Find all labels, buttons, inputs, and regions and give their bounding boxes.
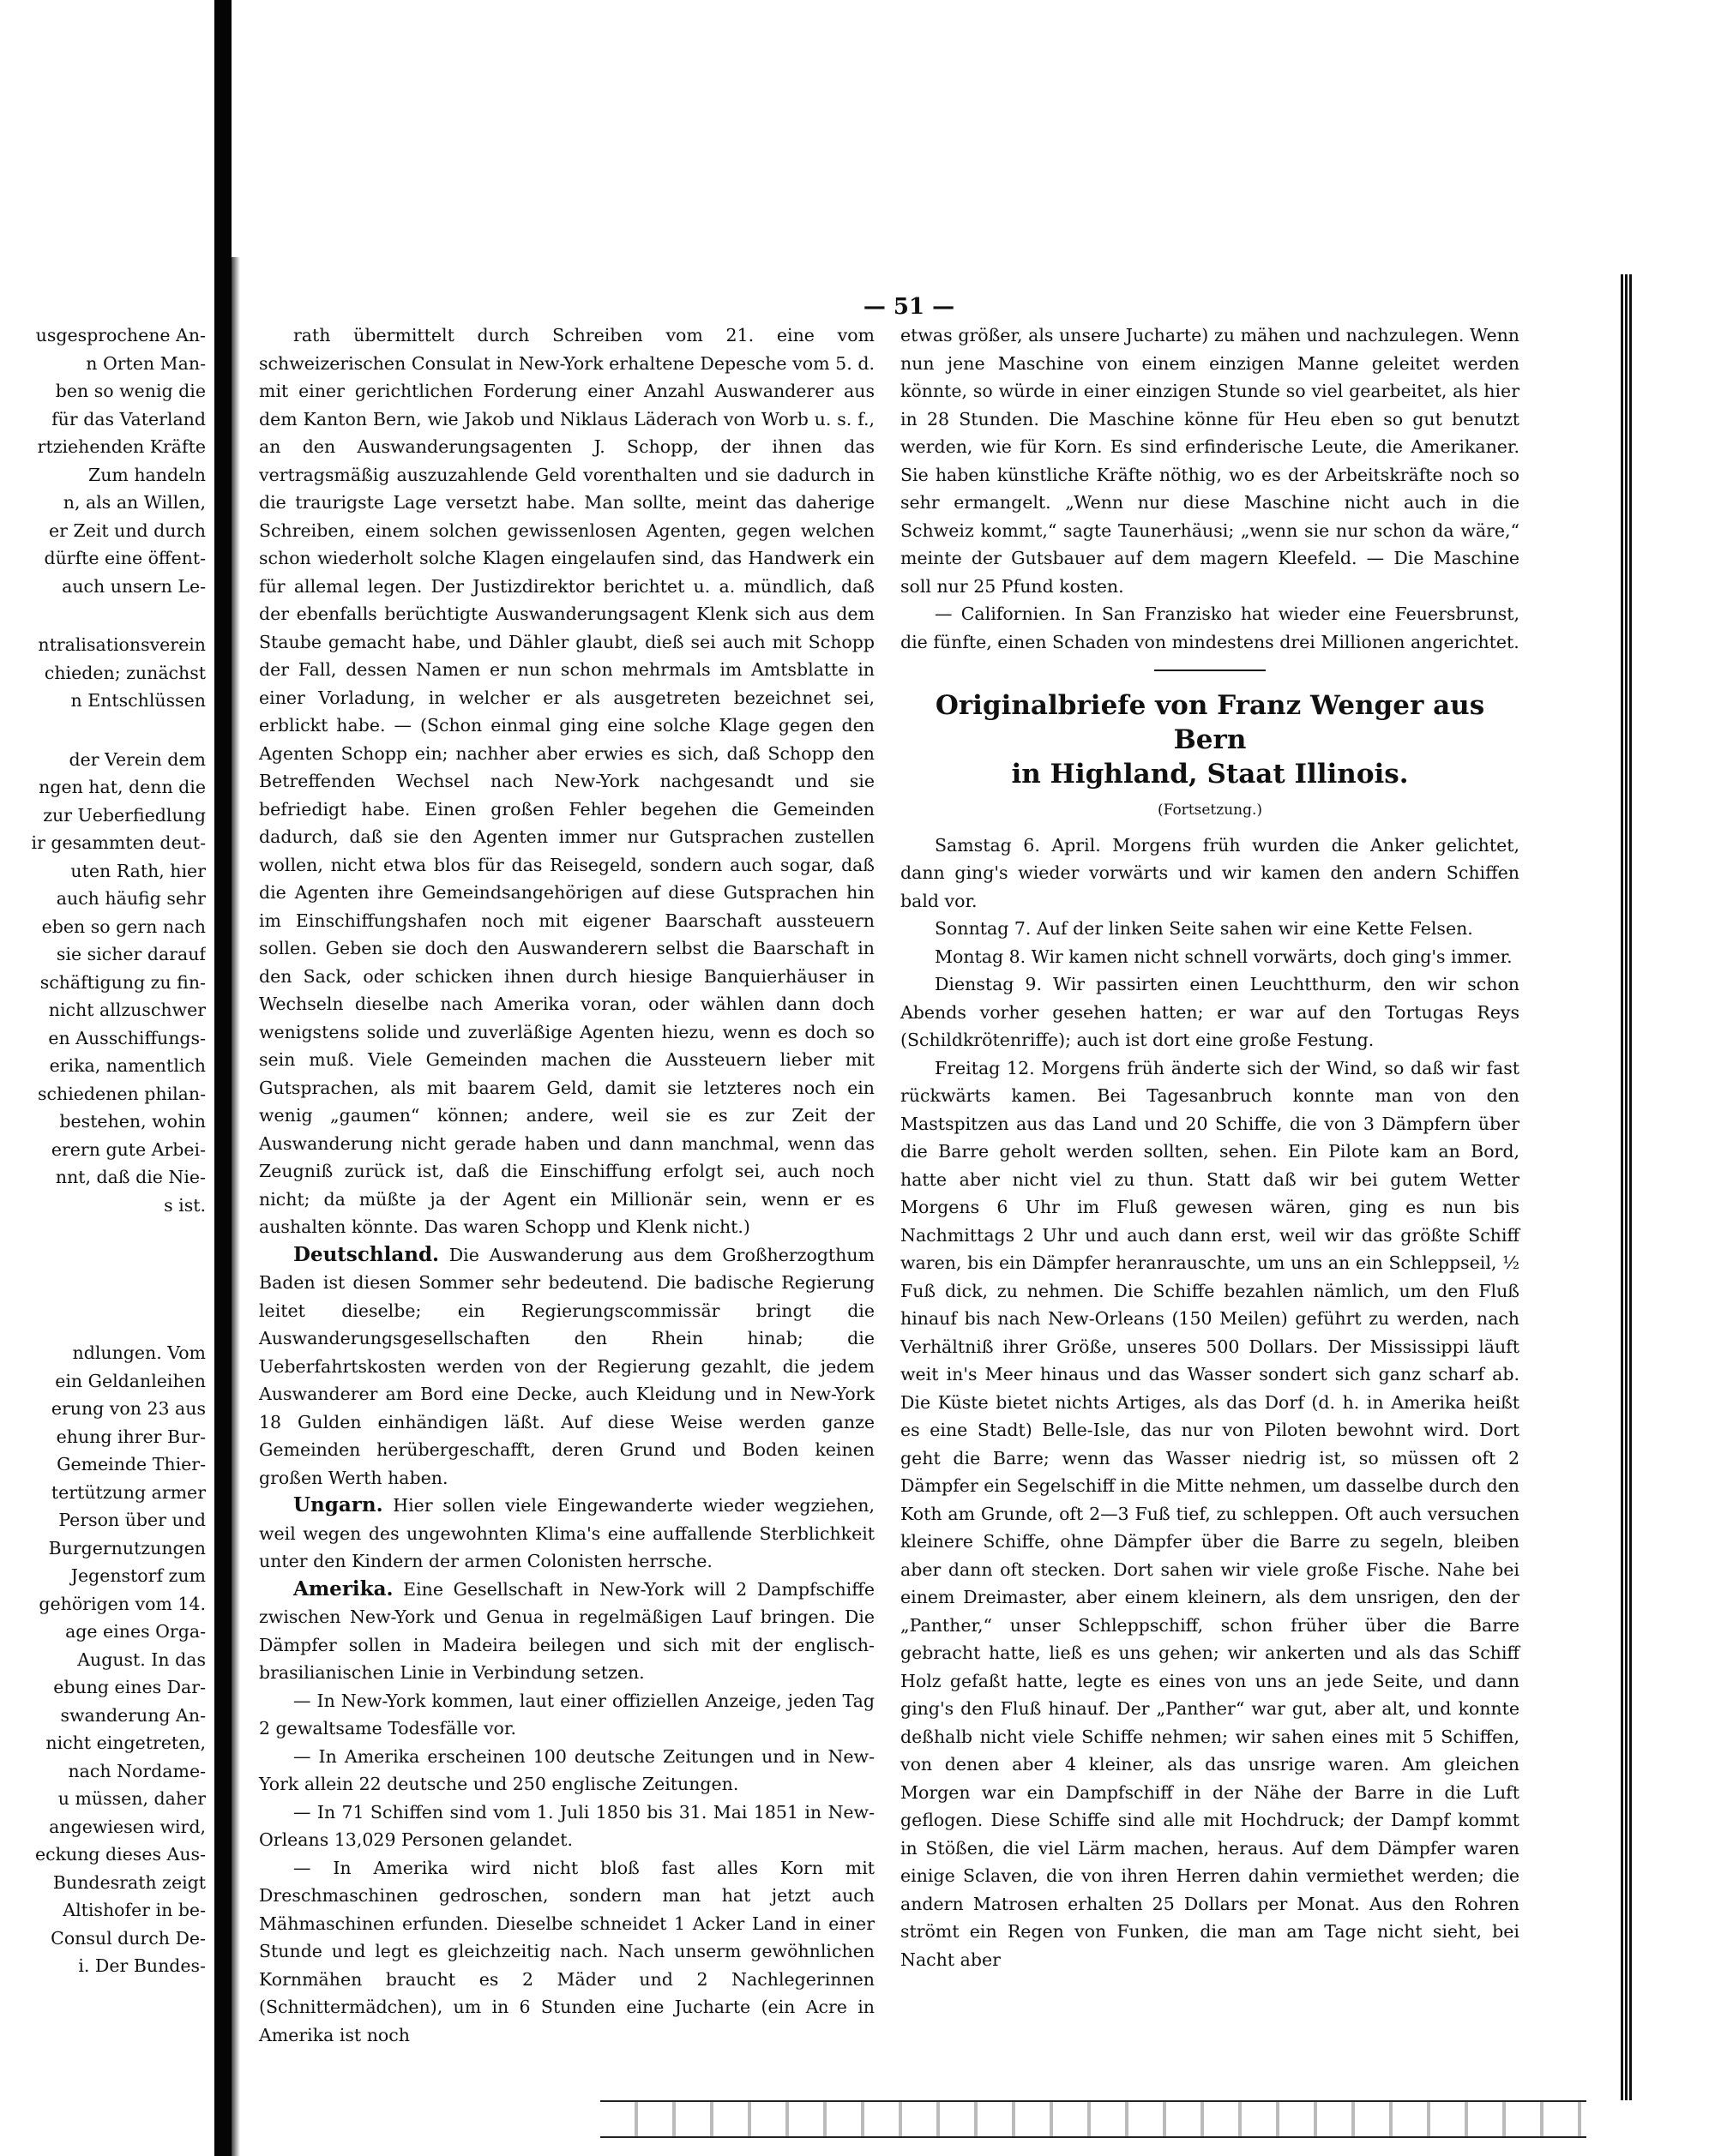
- text-hungary: Hier sollen viele Eingewanderte wieder wegziehen, weil wegen des ungewohnten Klima's eine auffallende Sterblichkeit unter den Kindern der armen Colonisten herrsche.: [259, 1495, 875, 1571]
- letters-title: [900, 688, 1519, 791]
- fragment-line: eben so gern nach: [41, 916, 206, 937]
- paragraph-gap: [0, 715, 206, 746]
- fragment-line: der Verein dem: [69, 748, 206, 770]
- fragment-line: nach Nordame-: [68, 1760, 206, 1781]
- fragment-line: age eines Orga-: [65, 1621, 206, 1642]
- fragment-line: n Entschlüssen: [70, 690, 206, 711]
- fragment-line: schäftigung zu fin-: [39, 971, 206, 993]
- fragment-line: gehörigen vom 14.: [39, 1593, 206, 1614]
- page-number: — 51 —: [863, 294, 955, 320]
- section-america: [259, 1576, 875, 1687]
- fragment-line: für das Vaterland: [51, 408, 206, 429]
- fragment-line: schiedenen philan-: [38, 1083, 206, 1104]
- fragment-line: sie sicher darauf: [56, 944, 206, 964]
- fragment-line: Bundesrath zeigt: [52, 1871, 206, 1893]
- fragment-line: ir gesammten deut-: [31, 832, 206, 853]
- paragraph-gap: [0, 600, 206, 631]
- fragment-line: dürfte eine öffent-: [44, 548, 206, 568]
- letters-title-line-2: in Highland, Staat Illinois.: [1011, 759, 1409, 790]
- fragment-line: erika, namentlich: [49, 1055, 206, 1076]
- right-column: [900, 321, 1519, 1973]
- scan-margin-strip: [600, 2100, 1586, 2138]
- fragment-line: er Zeit und durch: [49, 519, 206, 541]
- heading-america: Amerika.: [293, 1576, 394, 1600]
- diary-entry: Samstag 6. April. Morgens früh wurden die Anker gelichtet, dann ging's wieder vorwärts und wir kamen den andern Schiffen bald vor.: [900, 834, 1519, 911]
- news-item: — In New-York kommen, laut einer offiziellen Anzeige, jeden Tag 2 gewaltsame Todesfälle vor.: [259, 1690, 875, 1739]
- section-hungary: [259, 1492, 875, 1576]
- fragment-line: uten Rath, hier: [70, 860, 206, 881]
- fragment-line: August. In das: [77, 1649, 206, 1670]
- fragment-line: nicht eingetreten,: [45, 1733, 206, 1753]
- diary-entry: Freitag 12. Morgens früh änderte sich der Wind, so daß wir fast rückwärts kamen. Bei Tagesanbruch konnte man von den Mastspitzen aus das Land und 20 Schiffe, die von 3 Dämpfern über die Barre geholt werden sollten, sehen. Ein Pilote kam an Bord, hatte aber nicht viel zu thun. Statt daß wir bei gutem Wetter Morgens 6 Uhr im Fluß gewesen wären, ging es nun bis Nachmittags 2 Uhr und auch dann erst, weil wir das größte Schiff waren, bis ein Dämpfer heranrauschte, um uns an ein Schleppseil, ½ Fuß dick, zu nehmen. Die Schiffe bezahlen nämlich, um den Fluß hinauf bis nach New-Orleans (150 Meilen) geführt zu werden, nach Verhältniß ihrer Größe, unseres 500 Dollars. Der Mississippi läuft weit in's Meer hinaus und das Wasser sondert sich ganz scharf ab. Die Küste bietet nichts Artiges, als das Dorf (d. h. in Amerika heißt es eine Stadt) Belle-Isle, das nur von Piloten bewohnt wird. Dort geht die Barre; wenn das Wasser niedrig ist, so müssen oft 2 Dämpfer ein Segelschiff in die Mitte nehmen, um dasselbe durch den Koth am Grunde, oft 2—3 Fuß tief, zu schleppen. Oft auch versuchen kleinere Schiffe, ohne Dämpfer über die Barre zu segeln, bleiben aber dann oft stecken. Dort sahen wir viele große Fische. Nahe bei einem Dreimaster, aber einem kleinern, als dem unsrigen, den der „Panther,“ unser Schleppschiff, schon früher über die Barre gebracht hatte, ließ es uns gehen; wir ankerten und als das Schiff Holz gefaßt hatte, legte es eines von uns an jede Seite, und dann ging's den Fluß hinauf. Der „Panther“ war gut, aber alt, und konnte deßhalb nicht viele Schiffe nehmen; wir sahen eines mit 5 Schiffen, von denen aber 4 kleiner, als das unsrige waren. Am gleichen Morgen war ein Dampfschiff in der Nähe der Barre in die Luft geflogen. Diese Schiffe sind alle mit Hochdruck; der Dampf kommt in Stößen, die viel Lärm machen, heraus. Auf dem Dämpfer waren einige Sclaven, die von ihren Herren dahin vermiethet werden; die andern Matrosen erhalten 25 Dollars per Monat. Aus den Rohren strömt ein Regen von Funken, die man am Tage nicht sieht, bei Nacht aber: [900, 1057, 1519, 1970]
- diary-entry: Montag 8. Wir kamen nicht schnell vorwärts, doch ging's immer.: [935, 946, 1513, 967]
- fragment-line: u müssen, daher: [57, 1788, 206, 1809]
- letters-subtitle: (Fortsetzung.): [1157, 802, 1263, 819]
- paragraph-switzerland: rath übermittelt durch Schreiben vom 21. eine vom schweizerischen Consulat in New-York erhaltene Depesche vom 5. d. mit einer gerichtlichen Forderung einer Anzahl Auswanderer aus dem Kanton Bern, wie Jakob und Niklaus Läderach von Worb u. s. f., an den Auswanderungsagenten J. Schopp, der ihnen das vertragsmäßig auszuzahlende Geld vorenthalten und sie dadurch in die traurigste Lage versetzt habe. Man sollte, meint das daherige Schreiben, einem solchen gewissenlosen Agenten, gegen welchen schon wiederholt solche Klagen eingelaufen sind, das Handwerk ein für allemal legen. Der Justizdirektor berichtet u. a. mündlich, daß der ebenfalls berüchtigte Auswanderungsagent Klenk sich aus dem Staube gemacht habe, und Dähler glaubt, dieß sei auch mit Schopp der Fall, dessen Namen er nun schon mehrmals im Amtsblatte in einer Vorladung, in welcher er als ausgetreten bezeichnet sei, erblickt habe. — (Schon einmal ging eine solche Klage gegen den Agenten Schopp ein; nachher aber erwies es sich, daß Schopp den Betreffenden Wechsel nach New-York nachgesandt und sie befriedigt habe. Einen großen Fehler begehen die Gemeinden dadurch, daß sie den Agenten immer nur Gutsprachen zustellen wollen, nicht etwa blos für das Reisegeld, sondern auch sogar, daß die Agenten ihre Gemeindsangehörigen auf diese Gutsprachen hin im Einschiffungshafen noch mit eigener Baarschaft aussteuern sollen. Geben sie doch den Auswanderern selbst die Baarschaft in den Sack, oder schicken ihnen durch hiesige Banquierhäuser in Wechseln dieselbe nach Amerika voran, oder wählen dann doch wenigstens solide und zuverläßige Agenten hiezu, wenn es doch so sein muß. Viele Gemeinden machen die Aussteuern lieber mit Gutsprachen, als mit baarem Geld, damit sie letzteres noch ein wenig „gaumen“ können; andere, weil sie es zur Zeit der Auswanderung nicht gerade haben und dann manchmal, wenn das Zeugniß zurück ist, daß die Einschiffung erfolgt sei, auch noch nicht; da müßte ja der Agent ein Millionär sein, wenn er es aushalten könnte. Das waren Schopp und Klenk nicht.): [259, 325, 875, 1237]
- fragment-line: Jegenstorf zum: [70, 1565, 206, 1586]
- gutter-shadow: [232, 257, 240, 2156]
- heading-germany: Deutschland.: [293, 1242, 440, 1266]
- left-page-fragment: [0, 321, 206, 1980]
- page-edge: [1621, 274, 1633, 2100]
- text-america: Eine Gesellschaft in New-York will 2 Dampfschiffe zwischen New-York und Genua in regelmäßigen Lauf bringen. Die Dämpfer sollen in Madeira beilegen und sich mit der englisch-brasilianischen Linie in Verbindung setzen.: [259, 1578, 875, 1683]
- heading-hungary: Ungarn.: [293, 1493, 383, 1516]
- news-item: — In Amerika erscheinen 100 deutsche Zeitungen und in New-York allein 22 deutsche und 250 englische Zeitungen.: [259, 1745, 875, 1794]
- text-germany: Die Auswanderung aus dem Großherzogthum Baden ist diesen Sommer sehr bedeutend. Die badische Regierung leitet dieselbe; ein Regierungscommissär bringt die Auswanderungsgesellschaften den Rhein hinab; die Ueberfahrtskosten werden von der Regierung gezahlt, die jedem Auswanderer am Bord eine Decke, auch Kleidung und in New-York 18 Gulden einhändigen läßt. Auf diese Weise werden ganze Gemeinden herübergeschafft, deren Grund und Boden keinen großen Werth haben.: [259, 1244, 875, 1488]
- fragment-line: ntralisationsverein: [38, 634, 206, 655]
- fragment-line: erung von 23 aus: [51, 1398, 206, 1419]
- fragment-line: ngen hat, denn die: [39, 777, 206, 797]
- fragment-line: Consul durch De-: [51, 1927, 206, 1949]
- fragment-line: angewiesen wird,: [49, 1816, 206, 1837]
- fragment-line: bestehen, wohin: [59, 1111, 206, 1132]
- fragment-line: n, als an Willen,: [63, 492, 206, 513]
- fragment-line: nicht allzuschwer: [48, 1000, 206, 1020]
- fragment-line: n Orten Man-: [86, 352, 206, 374]
- fragment-line: auch häufig sehr: [56, 888, 206, 909]
- letters-title-line-1: Originalbriefe von Franz Wenger aus Bern: [935, 690, 1485, 755]
- diary-entry: Sonntag 7. Auf der linken Seite sahen wir eine Kette Felsen.: [935, 918, 1473, 939]
- fragment-line: ben so wenig die: [55, 381, 206, 401]
- fragment-line: ndlungen. Vom: [72, 1342, 206, 1363]
- fragment-line: Zum handeln: [87, 464, 206, 485]
- fragment-line: zur Ueberfiedlung: [43, 804, 206, 826]
- middle-column: [259, 321, 875, 2049]
- fragment-line: Person über und: [58, 1510, 206, 1530]
- fragment-line: eckung dieses Aus-: [34, 1844, 206, 1865]
- fragment-line: ebung eines Dar-: [53, 1677, 206, 1697]
- section-divider: [1154, 670, 1266, 671]
- news-california: — Californien. In San Franzisko hat wieder eine Feuersbrunst, die fünfte, einen Schaden von mindestens drei Millionen angerichtet.: [900, 604, 1519, 652]
- fragment-line: Altishofer in be-: [63, 1900, 206, 1920]
- fragment-line: swanderung An-: [60, 1704, 206, 1726]
- fragment-line: Gemeinde Thier-: [57, 1454, 206, 1474]
- paragraph-gap: [0, 1219, 206, 1339]
- fragment-line: nnt, daß die Nie-: [55, 1167, 206, 1187]
- book-gutter: [214, 0, 232, 2156]
- section-germany: [259, 1241, 875, 1492]
- fragment-line: usgesprochene An-: [35, 325, 206, 345]
- fragment-line: ein Geldanleihen: [55, 1370, 206, 1391]
- fragment-line: chieden; zunächst: [44, 662, 206, 683]
- news-item: — In 71 Schiffen sind vom 1. Juli 1850 bis 31. Mai 1851 in New-Orleans 13,029 Personen gelandet.: [259, 1801, 875, 1850]
- fragment-line: i. Der Bundes-: [78, 1955, 206, 1976]
- diary-entry: Dienstag 9. Wir passirten einen Leuchtthurm, den wir schon Abends vorher gesehen hatten; er war auf den Tortugas Reys (Schildkrötenriffe); auch ist dort eine große Festung.: [900, 974, 1519, 1050]
- fragment-line: ehung ihrer Bur-: [56, 1426, 206, 1447]
- fragment-line: en Ausschiffungs-: [48, 1027, 206, 1048]
- fragment-line: s ist.: [164, 1194, 206, 1216]
- fragment-line: rtziehenden Kräfte: [37, 436, 206, 457]
- fragment-line: erern gute Arbei-: [51, 1138, 206, 1160]
- fragment-line: tertützung armer: [51, 1481, 206, 1503]
- paragraph-continuation: etwas größer, als unsere Jucharte) zu mähen und nachzulegen. Wenn nun jene Maschine von einem einzigen Manne geleitet werden könnte, so würde in einer einzigen Stunde so viel gearbeitet, als hier in 28 Stunden. Die Maschine könne für Heu eben so gut benutzt werden, wie für Korn. Es sind erfinderische Leute, die Amerikaner. Sie haben künstliche Kräfte nöthig, wo es der Arbeitskräfte noch so sehr ermangelt. „Wenn nur diese Maschine nicht auch in die Schweiz kommt,“ sagte Taunerhäusi; „wenn sie nur schon da wäre,“ meinte der Gutsbauer auf dem magern Kleefeld. — Die Maschine soll nur 25 Pfund kosten.: [900, 325, 1519, 597]
- news-item: — In Amerika wird nicht bloß fast alles Korn mit Dreschmaschinen gedroschen, sondern man hat jetzt auch Mähmaschinen erfunden. Dieselbe schneidet 1 Acker Land in einer Stunde und legt es gleichzeitig nach. Nach unserm gewöhnlichen Kornmähen braucht es 2 Mäder und 2 Nachlegerinnen (Schnittermädchen), um in 6 Stunden eine Jucharte (ein Acre in Amerika ist noch: [259, 1857, 875, 2045]
- fragment-line: auch unsern Le-: [62, 575, 206, 597]
- fragment-line: Burgernutzungen: [48, 1537, 206, 1558]
